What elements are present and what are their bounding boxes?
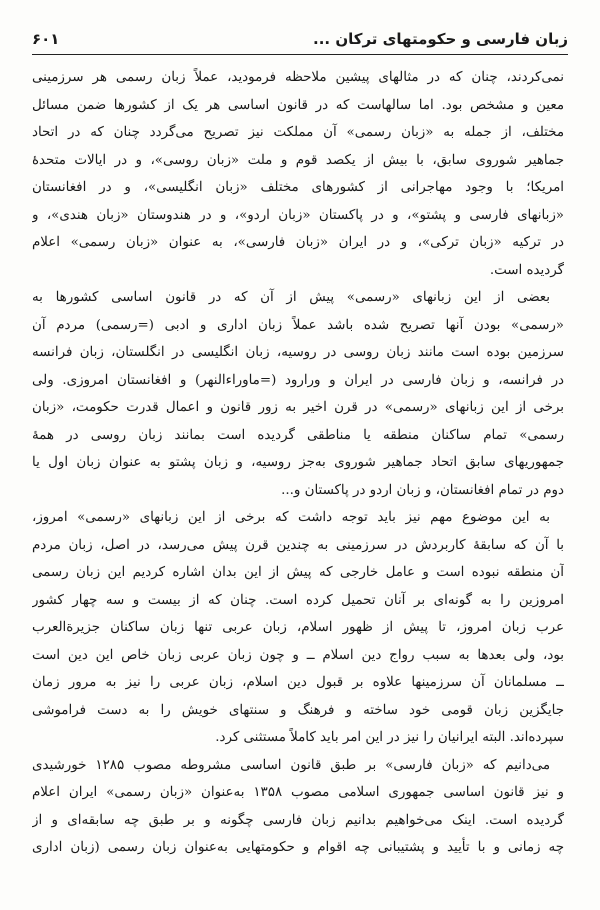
text-line: نمی‌کردند، چنان که در مثالهای پیشین ملاحظه فرمودید، عملاً زبان رسمی هر سرزمینی (32, 70, 564, 85)
body-text (32, 64, 564, 862)
text-line: جایگزین زبان قومی خود ساخته و فرهنگ و سنتهای خویش را به دست فراموشی (32, 702, 564, 718)
text-line: عرب زبان امروز، تا پیش از ظهور اسلام، زبان عربی تنها زبان ساکنان جزیرةالعرب (32, 620, 564, 635)
text-line: بود، ولی بعدها به سبب رواج دین اسلام ــ و چون زبان عربی زبان خاص این دین است (32, 647, 564, 663)
text-line: با آن که سابقهٔ کاربردش در سرزمینی به چندین قرن پیش می‌رسد، در اصل، زبان مردم (32, 537, 564, 553)
text-line: «زبانهای فارسی و پشتو»، و در پاکستان «زبان اردو»، و در هندوستان «زبان هندی»، و (32, 207, 564, 223)
header-rule (32, 54, 568, 55)
paragraph (32, 284, 564, 504)
text-line: دوم در تمام افغانستان، و زبان اردو در پاکستان و... (281, 482, 564, 498)
text-line: چه زمانی و با تأیید و پشتیبانی چه اقوام و حکومتهایی به‌عنوان زبان رسمی (زبان اداری (32, 840, 564, 855)
text-line: «رسمی» بودن آنها تصریح شده باشد عملاً زبان اداری و ادبی (=رسمی) مردم آن (32, 317, 564, 333)
running-title: زبان فارسی و حکومتهای ترکان ... (313, 30, 568, 48)
text-line: گردیده است. (489, 262, 564, 278)
text-line: امروزین را به گونه‌ای بر آنان تحمیل کرده است. چنان که از بیست و سه چهار کشور (32, 592, 564, 608)
page-number: ۶۰۱ (32, 30, 60, 48)
text-line: بعضی از این زبانهای «رسمی» پیش از آن که در قانون اساسی کشورها به (32, 290, 550, 305)
text-line: مختلف، از جمله به «زبان رسمی» آن مملکت نیز تصریح می‌گردد چنان که در اتحاد (32, 125, 564, 140)
page-header (32, 26, 568, 52)
text-line: برخی از این زبانهای «رسمی» در قرن اخیر به زور قانون و اعمال قدرت حکومت، «زبان (32, 400, 564, 415)
text-line: جمهوریهای سابق اتحاد جماهیر شوروی به‌جز روسیه، و زبان پشتو به عنوان زبان اول یا (32, 455, 564, 470)
text-line: معین و مشخص بود. اما سالهاست که در قانون اساسی هر یک از کشورها ضمن مسائل (32, 97, 564, 113)
text-line: ــ مسلمانان آن سرزمینها علاوه بر قبول دین اسلام، زبان عربی را نیز به مرور زمان (32, 675, 564, 690)
text-line: رسمی» تمام ساکنان منطقه یا مناطقی گردیده است بمانند زبان روسی در همهٔ (32, 427, 564, 443)
text-line: آن منطقه نبوده است و عامل خارجی که پیش از این بدان اشاره کردیم این زبان رسمی (32, 565, 564, 580)
paragraph (32, 504, 564, 752)
text-line: به این موضوع مهم نیز باید توجه داشت که برخی از این زبانهای «رسمی» امروز، (32, 510, 550, 525)
text-line: در فرانسه، و زبان فارسی در ایران و ورارود (=ماوراءالنهر) و افغانستان امروزی. ولی (32, 372, 564, 388)
text-line: گردیده است. اینک می‌خواهیم بدانیم زبان فارسی چگونه و بر طبق چه سابقه‌ای و از (32, 812, 564, 828)
text-line: و نیز قانون اساسی جمهوری اسلامی مصوب ۱۳۵۸ به‌عنوان «زبان رسمی» ایران اعلام (32, 785, 564, 800)
text-line: سپرده‌اند. البته ایرانیان را نیز در این امر باید کاملاً مستثنی کرد. (215, 730, 564, 745)
text-line: سرزمین بوده است مانند زبان روسی در روسیه، زبان انگلیسی در انگلستان، زبان فرانسه (32, 345, 564, 360)
text-line: امریکا؛ با وجود مهاجرانی از کشورهای مختلف «زبان انگلیسی»، و در افغانستان (32, 180, 564, 195)
text-line: در ترکیه «زبان ترکی»، و در ایران «زبان فارسی»، به عنوان «زبان رسمی» اعلام (32, 235, 564, 250)
paragraph (32, 64, 564, 284)
text-line: می‌دانیم که «زبان فارسی» بر طبق قانون اساسی مشروطه مصوب ۱۲۸۵ خورشیدی (32, 757, 550, 773)
paragraph (32, 752, 564, 862)
text-line: جماهیر شوروی سابق، با بیش از یکصد قوم و ملت «زبان روسی»، و در ایالات متحدهٔ (32, 152, 564, 168)
